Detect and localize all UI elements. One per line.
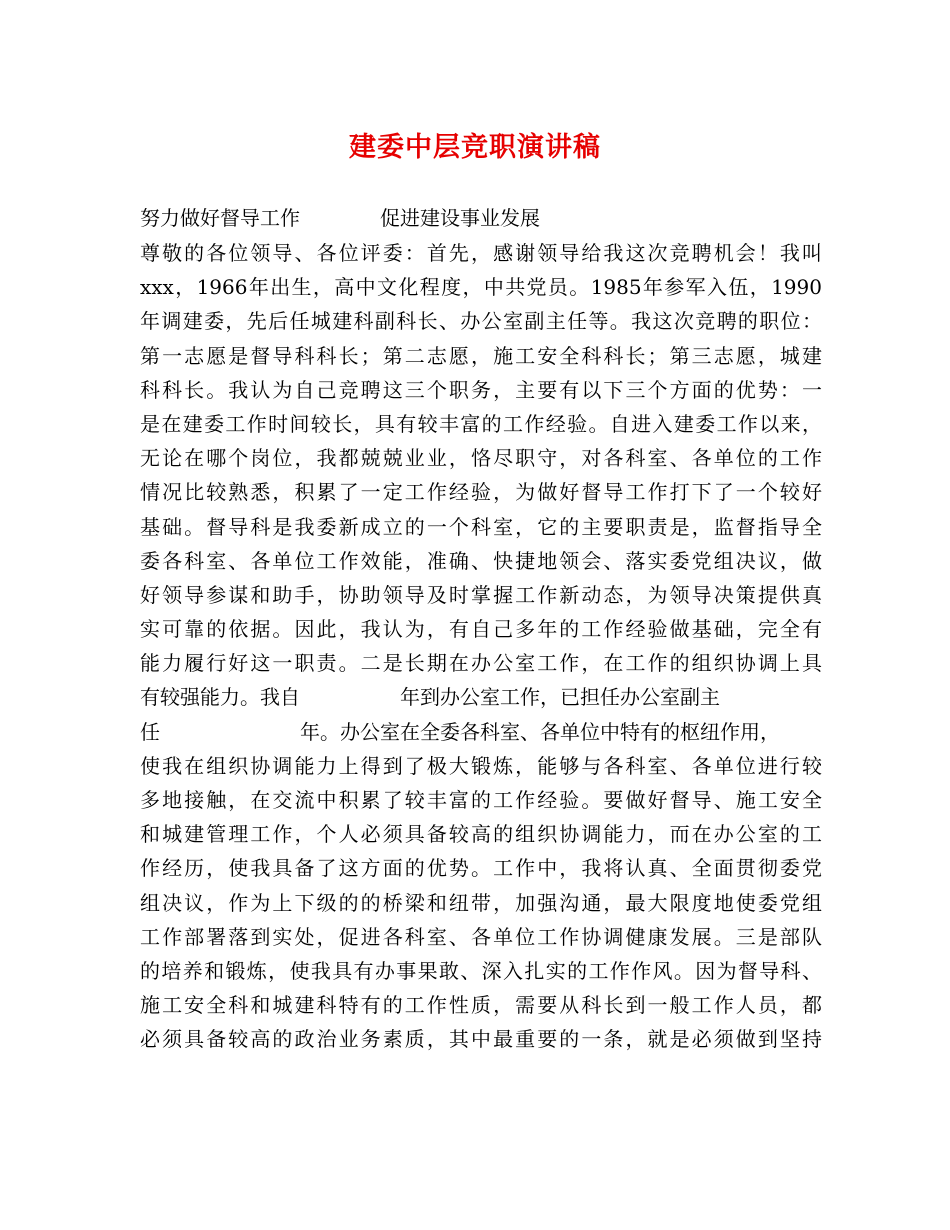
body-line: 作经历，使我具备了这方面的优势。工作中，我将认真、全面贯彻委党 <box>140 856 822 881</box>
body-line: 和城建管理工作，个人必须具备较高的组织协调能力，而在办公室的工 <box>140 822 822 847</box>
body-line: 无论在哪个岗位，我都兢兢业业，恪尽职守，对各科室、各单位的工作 <box>140 446 822 471</box>
body-line: 的培养和锻炼，使我具有办事果敢、深入扎实的工作作风。因为督导科、 <box>140 958 822 983</box>
body-line: 施工安全科和城建科特有的工作性质，需要从科长到一般工作人员，都 <box>140 993 822 1018</box>
body-line: 好领导参谋和助手，协助领导及时掌握工作新动态，为领导决策提供真 <box>140 582 822 607</box>
body-line: 年调建委，先后任城建科副科长、办公室副主任等。我这次竞聘的职位： <box>140 309 822 334</box>
body-line: 情况比较熟悉，积累了一定工作经验，为做好督导工作打下了一个较好 <box>140 480 822 505</box>
body-line: 能力履行好这一职责。二是长期在办公室工作，在工作的组织协调上具 <box>140 651 822 676</box>
body-line: 委各科室、各单位工作效能，准确、快捷地领会、落实委党组决议，做 <box>140 548 822 573</box>
body-line: 组决议，作为上下级的的桥梁和纽带，加强沟通，最大限度地使委党组 <box>140 890 822 915</box>
body-line: 多地接触，在交流中积累了较丰富的工作经验。要做好督导、施工安全 <box>140 788 822 812</box>
body-line: 基础。督导科是我委新成立的一个科室，它的主要职责是，监督指导全 <box>140 514 822 539</box>
body-line: 是在建委工作时间较长，具有较丰富的工作经验。自进入建委工作以来， <box>140 411 822 436</box>
document-body <box>140 236 822 1057</box>
body-line: 任 年。办公室在全委各科室、各单位中特有的枢纽作用， <box>140 719 780 744</box>
body-line: 必须具备较高的政治业务素质，其中最重要的一条，就是必须做到坚持 <box>140 1027 822 1052</box>
body-line: 尊敬的各位领导、各位评委：首先，感谢领导给我这次竞聘机会！我叫 <box>140 241 822 265</box>
body-line: 工作部署落到实处，促进各科室、各单位工作协调健康发展。三是部队 <box>140 924 822 949</box>
body-line: 科科长。我认为自己竞聘这三个职务，主要有以下三个方面的优势：一 <box>140 377 822 402</box>
body-line: 第一志愿是督导科科长；第二志愿，施工安全科科长；第三志愿，城建 <box>140 343 822 368</box>
body-line: 有较强能力。我自 年到办公室工作，已担任办公室副主 <box>140 685 720 710</box>
document-title: 建委中层竞职演讲稿 <box>349 132 601 163</box>
body-line: 实可靠的依据。因此，我认为，有自己多年的工作经验做基础，完全有 <box>140 617 822 642</box>
body-line: 使我在组织协调能力上得到了极大锻炼，能够与各科室、各单位进行较 <box>140 753 822 778</box>
body-line: xxx，1966年出生，高中文化程度，中共党员。1985年参军入伍，1990 <box>140 275 822 300</box>
document-subtitle: 努力做好督导工作 促进建设事业发展 <box>140 206 540 230</box>
